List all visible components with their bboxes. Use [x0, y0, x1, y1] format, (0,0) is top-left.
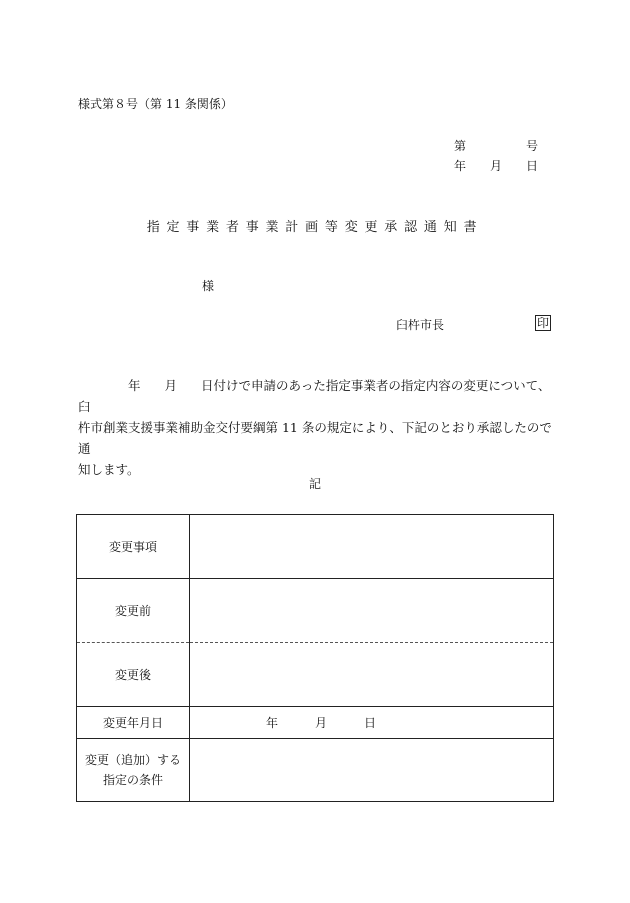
row-label-after-change: 変更後 — [77, 643, 190, 707]
row-label-change-date: 変更年月日 — [77, 707, 190, 739]
form-number: 様式第８号（第 11 条関係） — [78, 97, 233, 111]
row-value-after-change — [190, 643, 554, 707]
issue-day-label: 日 — [525, 159, 538, 173]
body-line-2: 杵市創業支援事業補助金交付要綱第 11 条の規定により、下記のとおり承認したので通 — [78, 420, 552, 456]
document-number-line — [454, 137, 538, 154]
change-month-label: 月 — [315, 716, 328, 730]
number-prefix: 第 — [454, 139, 467, 153]
row-value-change-item — [190, 515, 554, 579]
change-year-label: 年 — [266, 716, 279, 730]
conditions-label-line-1: 変更（追加）する — [84, 753, 181, 767]
record-heading: 記 — [308, 477, 321, 491]
issue-year-label: 年 — [454, 159, 467, 173]
issue-month-label: 月 — [489, 159, 502, 173]
body-line-1: 日付けで申請のあった指定事業者の指定内容の変更について、臼 — [78, 378, 551, 414]
row-value-conditions — [190, 739, 554, 802]
table-row — [77, 643, 554, 707]
row-label-change-item: 変更事項 — [77, 515, 190, 579]
change-day-label: 日 — [364, 716, 377, 730]
body-month-label: 月 — [164, 378, 178, 393]
document-title: 指定事業者事業計画等変更承認通知書 — [146, 220, 484, 235]
row-value-change-date — [190, 707, 554, 739]
row-label-before-change: 変更前 — [77, 579, 190, 643]
conditions-label-line-2: 指定の条件 — [102, 773, 163, 787]
row-value-before-change — [190, 579, 554, 643]
body-year-label: 年 — [128, 378, 141, 393]
table-row — [77, 707, 554, 739]
issuer-name: 臼杵市長 — [396, 318, 445, 332]
table-row — [77, 515, 554, 579]
table-row — [77, 579, 554, 643]
seal-mark: 印 — [537, 316, 550, 330]
table-row — [77, 739, 554, 802]
body-line-3: 知します。 — [78, 462, 140, 477]
addressee-suffix: 様 — [202, 279, 215, 293]
issue-date-line — [454, 157, 538, 174]
number-suffix: 号 — [525, 139, 538, 153]
detail-table — [76, 514, 554, 802]
body-paragraph — [78, 375, 552, 480]
row-label-conditions — [77, 739, 190, 802]
